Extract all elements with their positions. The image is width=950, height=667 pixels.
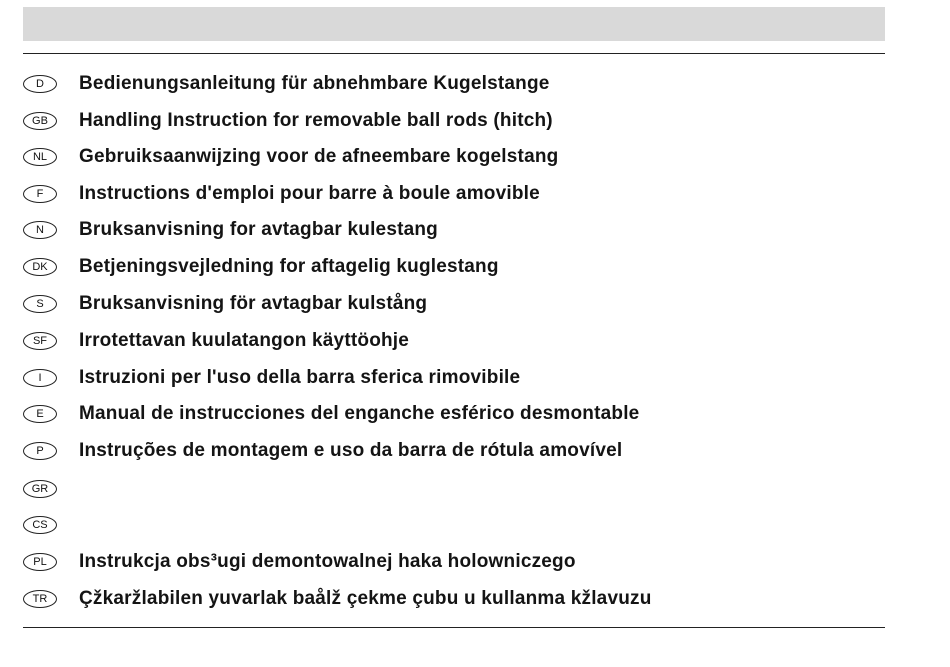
language-row-tr xyxy=(23,590,885,612)
language-row-f xyxy=(23,185,885,207)
language-code-badge: S xyxy=(23,295,57,313)
language-code-badge: N xyxy=(23,221,57,239)
language-title: Instrukcja obs³ugi demontowalnej haka holowniczego xyxy=(79,551,576,572)
language-title: Instruções de montagem e uso da barra de rótula amovível xyxy=(79,440,623,461)
language-row-gb xyxy=(23,112,885,134)
language-row-e xyxy=(23,405,885,427)
language-row-s xyxy=(23,295,885,317)
language-row-dk xyxy=(23,258,885,280)
language-code-badge: TR xyxy=(23,590,57,608)
language-row-p xyxy=(23,442,885,464)
language-title: Betjeningsvejledning for aftagelig kuglestang xyxy=(79,256,499,277)
bottom-divider xyxy=(23,627,885,628)
language-row-cs xyxy=(23,516,885,538)
language-code-badge: I xyxy=(23,369,57,387)
language-code-badge: D xyxy=(23,75,57,93)
language-code-badge: DK xyxy=(23,258,57,276)
language-title: Instructions d'emploi pour barre à boule amovible xyxy=(79,183,540,204)
language-code-badge: PL xyxy=(23,553,57,571)
language-title: Irrotettavan kuulatangon käyttöohje xyxy=(79,330,410,351)
language-title: Bruksanvisning för avtagbar kulstång xyxy=(79,293,428,314)
language-row-n xyxy=(23,221,885,243)
language-row-nl xyxy=(23,148,885,170)
language-row-sf xyxy=(23,332,885,354)
language-row-i xyxy=(23,369,885,391)
language-title: Istruzioni per l'uso della barra sferica rimovibile xyxy=(79,367,521,388)
language-title: Çžkaržlabilen yuvarlak baålž çekme çubu u kullanma kžlavuzu xyxy=(79,588,652,609)
language-code-badge: E xyxy=(23,405,57,423)
language-title: Handling Instruction for removable ball rods (hitch) xyxy=(79,110,553,131)
language-code-badge: P xyxy=(23,442,57,460)
language-title: Manual de instrucciones del enganche esférico desmontable xyxy=(79,403,640,424)
language-code-badge: GB xyxy=(23,112,57,130)
language-code-badge: CS xyxy=(23,516,57,534)
language-code-badge: SF xyxy=(23,332,57,350)
language-title: Bedienungsanleitung für abnehmbare Kugelstange xyxy=(79,73,550,94)
language-row-d xyxy=(23,75,885,97)
language-row-gr xyxy=(23,480,885,502)
language-code-badge: NL xyxy=(23,148,57,166)
language-code-badge: GR xyxy=(23,480,57,498)
language-title: Bruksanvisning for avtagbar kulestang xyxy=(79,219,438,240)
language-code-badge: F xyxy=(23,185,57,203)
language-row-pl xyxy=(23,553,885,575)
language-title: Gebruiksaanwijzing voor de afneembare kogelstang xyxy=(79,146,559,167)
